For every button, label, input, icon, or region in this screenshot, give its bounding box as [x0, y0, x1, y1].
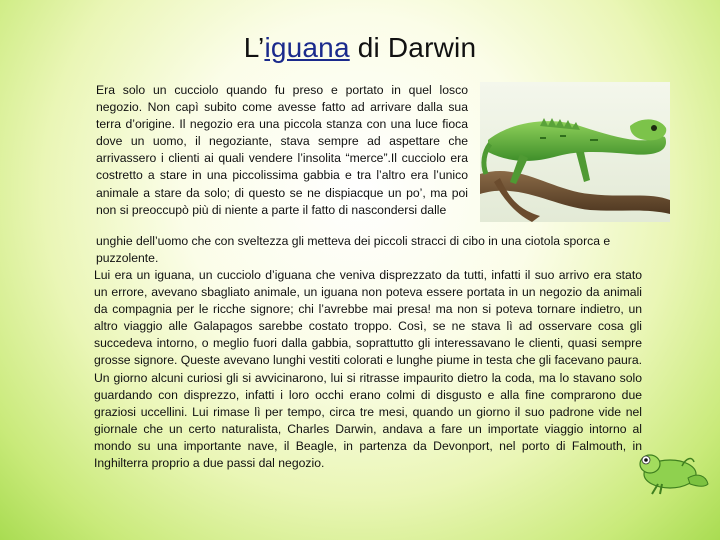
title-prefix: L’: [243, 32, 265, 63]
title-suffix: di Darwin: [349, 32, 477, 63]
frog-clipart: [628, 446, 710, 496]
story-paragraph-intro-continuation: unghie dell’uomo che con sveltezza gli metteva dei piccoli stracci di cibo in una ciotola sporca e puzzolente.: [96, 234, 611, 266]
slide-title: [0, 32, 720, 64]
title-link-iguana[interactable]: iguana: [264, 32, 350, 63]
story-paragraph-intro: Era solo un cucciolo quando fu preso e portato in quel losco negozio. Non capì subito come avesse fatto ad arrivare dalla sua terra d’origine. Il negozio era una piccola stanza con una luce fioca dove un uomo, il negoziante, stava sempre ad aspettare che arrivassero i clienti ai quali vendere l’insolita “merce”.Il cucciolo era costretto a stare in una piccolissima gabbia e tra l’altro era l’unico animale a stare da solo; di questo se ne dispiacque un po’, ma poi non si preoccupò più di niente a parte il fatto di nascondersi dalle: [96, 83, 468, 217]
iguana-photo: [480, 82, 670, 222]
story-paragraph-main: Lui era un iguana, un cucciolo d’iguana che veniva disprezzato da tutti, infatti il suo arrivo era stato un errore, avevano sbagliato animale, un iguana non poteva essere portata in un negozio da animali da compagnia per le ricche signore; chi l’avrebbe mai presa! ma non si poteva tornare indietro, un altro viaggio alle Galapagos sarebbe costato troppo. Così, se ne stava lì ad osservare cosa gli succedeva intorno, o meglio fuori dalla gabbia, soprattutto gli interessavano le clienti, quasi sempre grosse signore. Queste avevano lunghi vestiti colorati e lunghe piume in testa che gli facevano paura. Un giorno alcuni curiosi gli si avvicinarono, lui si ritrasse impaurito dietro la coda, ma lo stavano solo guardando con disprezzo, infatti i loro occhi erano colmi di disgusto e alla fine comprarono due graziosi uccellini. Lui rimase lì per tempo, circa tre mesi, quando un giorno il suo padrone vide nel giornale che un certo naturalista, Charles Darwin, andava a fare un importate viaggio intorno al mondo su una importante nave, il Beagle, in partenza da Devonport, nel porto di Falmouth, in Inghilterra proprio a due passi dal negozio.: [94, 268, 642, 471]
